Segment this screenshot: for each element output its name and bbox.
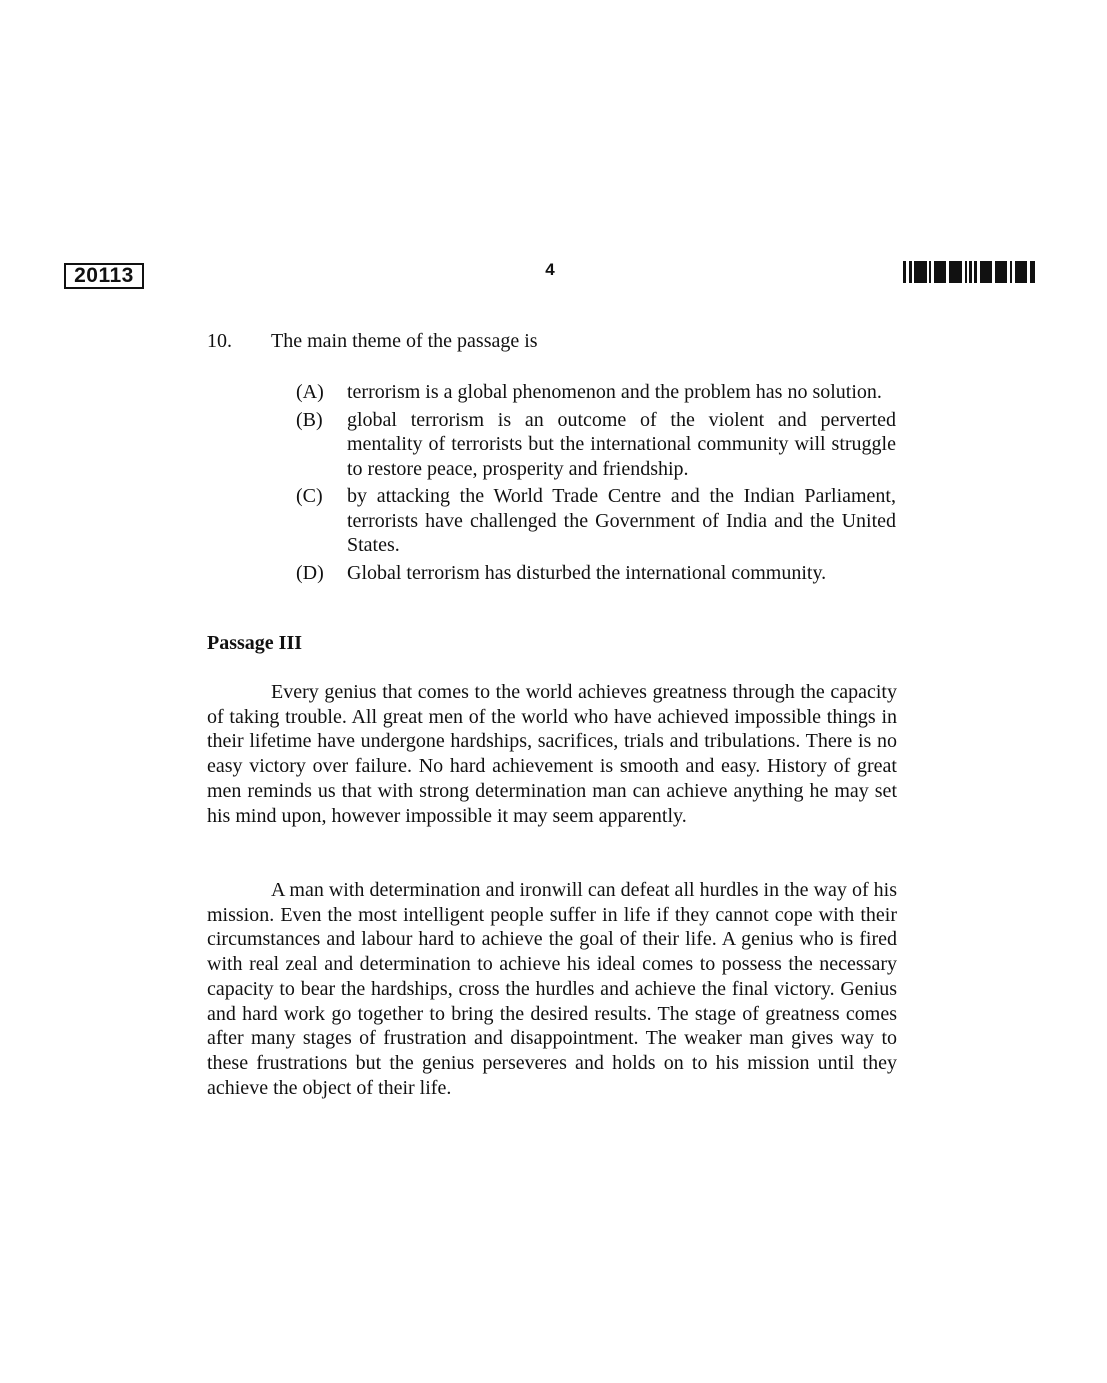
page-number: 4 [545, 260, 555, 279]
option-label: (B) [296, 408, 323, 431]
question-stem: The main theme of the passage is [271, 330, 538, 352]
question-number: 10. [207, 330, 232, 352]
option-b [296, 408, 896, 482]
option-c [296, 484, 896, 558]
paper-code-box: 20113 [64, 263, 144, 289]
option-label: (D) [296, 561, 324, 584]
option-a [296, 380, 896, 405]
option-label: (A) [296, 381, 324, 403]
barcode-icon [903, 261, 1035, 283]
passage-paragraph: A man with determination and ironwill can defeat all hurdles in the way of his mission. Even the most intelligent people suffer in life if they cannot cope with their circumstances and labour hard to achieve the goal of their life. A genius who is fired with real zeal and determination to achieve his ideal comes to possess the necessary capacity to bear the hardships, cross the hurdles and achieve the final victory. Genius and hard work go together to bring the desired results. The stage of greatness comes after many stages of frustration and disappointment. The weaker man gives way to these frustrations but the genius perseveres and holds on to his mission until they achieve the object of their life. [207, 879, 897, 1099]
option-label: (C) [296, 485, 323, 507]
option-text: terrorism is a global phenomenon and the problem has no solution. [347, 381, 882, 403]
option-text: global terrorism is an outcome of the violent and perverted mentality of terrorists but the international community will struggle to restore peace, prosperity and friendship. [347, 408, 896, 480]
option-d [296, 561, 896, 586]
passage-heading: Passage III [207, 632, 303, 654]
option-text: by attacking the World Trade Centre and the Indian Parliament, terrorists have challenged the Government of India and the United States. [347, 485, 896, 556]
passage-paragraph: Every genius that comes to the world achieves greatness through the capacity of taking trouble. All great men of the world who have achieved impossible things in their lifetime have undergone hardships, sacrifices, trials and tribulations. There is no easy victory over failure. No hard achievement is smooth and easy. History of great men reminds us that with strong determination man can achieve anything he may set his mind upon, however impossible it may seem apparently. [207, 681, 897, 827]
answer-options [296, 380, 896, 588]
option-text: Global terrorism has disturbed the international community. [347, 561, 827, 584]
